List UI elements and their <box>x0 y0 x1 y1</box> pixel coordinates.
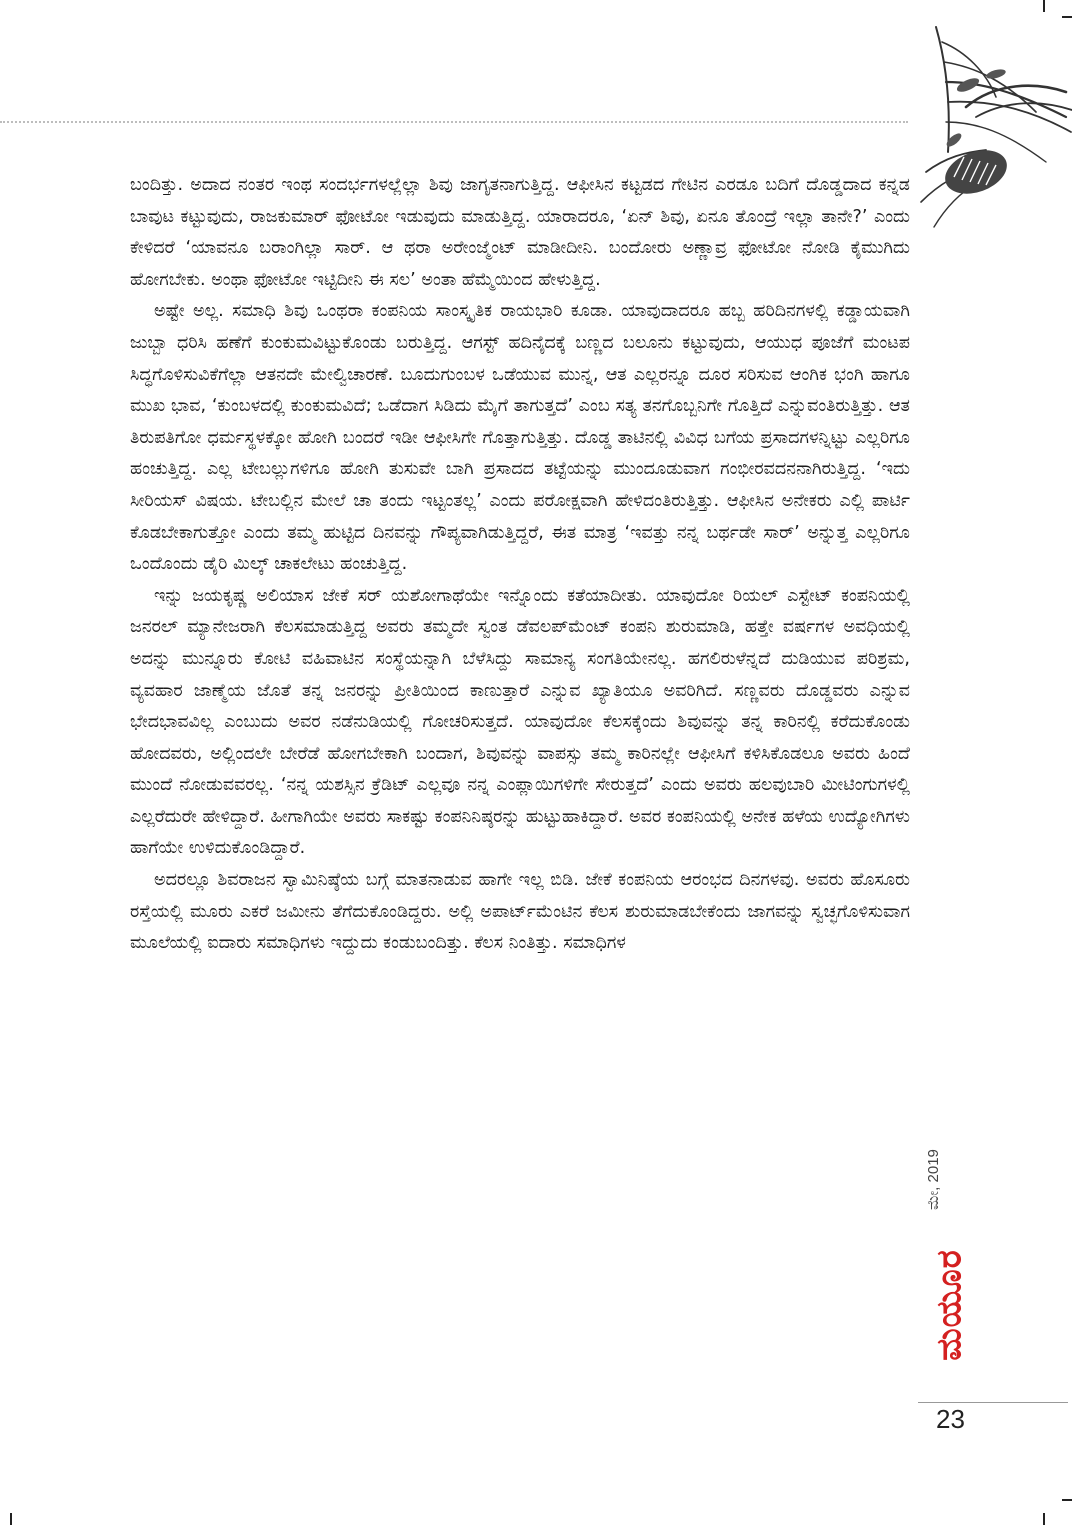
crop-mark-top-right <box>1043 0 1045 12</box>
page-number: 23 <box>936 1404 965 1434</box>
article-paragraph-4: ಅದರಲ್ಲೂ ಶಿವರಾಜನ ಸ್ವಾಮಿನಿಷ್ಠೆಯ ಬಗ್ಗೆ ಮಾತನಾಡುವ ಹಾಗೇ ಇಲ್ಲ ಬಿಡಿ. ಜೇಕೆ ಕಂಪನಿಯ ಆರಂಭದ ದಿನಗಳವು. ಅವರು ಹೊಸೂರು ರಸ್ತೆಯಲ್ಲಿ ಮೂರು ಎಕರೆ ಜಮೀನು ತೆಗೆದುಕೊಂಡಿದ್ದರು. ಅಲ್ಲಿ ಅಪಾರ್ಟ್‌ಮೆಂಟಿನ ಕೆಲಸ ಶುರುಮಾಡಬೇಕೆಂದು ಜಾಗವನ್ನು ಸ್ವಚ್ಛಗೊಳಿಸುವಾಗ ಮೂಲೆಯಲ್ಲಿ ಐದಾರು ಸಮಾಧಿಗಳು ಇದ್ದುದು ಕಂಡುಬಂದಿತ್ತು. ಕೆಲಸ ನಿಂತಿತ್ತು. ಸಮಾಧಿಗಳ <box>130 870 910 954</box>
crop-mark-bottom-right <box>1043 1513 1045 1525</box>
article-paragraph-3: ಇನ್ನು ಜಯಕೃಷ್ಣ ಅಲಿಯಾಸ ಜೇಕೆ ಸರ್ ಯಶೋಗಾಥೆಯೇ ಇನ್ನೊಂದು ಕತೆಯಾದೀತು. ಯಾವುದೋ ರಿಯಲ್ ಎಸ್ಟೇಟ್ ಕಂಪನಿಯಲ್ಲಿ ಜನರಲ್ ಮ್ಯಾನೇಜರಾಗಿ ಕೆಲಸಮಾಡುತ್ತಿದ್ದ ಅವರು ತಮ್ಮದೇ ಸ್ವಂತ ಡೆವಲಪ್‌ಮೆಂಟ್ ಕಂಪನಿ ಶುರುಮಾಡಿ, ಹತ್ತೇ ವರ್ಷಗಳ ಅವಧಿಯಲ್ಲಿ ಅದನ್ನು ಮುನ್ನೂರು ಕೋಟಿ ವಹಿವಾಟಿನ ಸಂಸ್ಥೆಯನ್ನಾಗಿ ಬೆಳೆಸಿದ್ದು ಸಾಮಾನ್ಯ ಸಂಗತಿಯೇನಲ್ಲ. ಹಗಲಿರುಳೆನ್ನದೆ ದುಡಿಯುವ ಪರಿಶ್ರಮ, ವ್ಯವಹಾರ ಜಾಣ್ಮೆಯ ಜೊತೆ ತನ್ನ ಜನರನ್ನು ಪ್ರೀತಿಯಿಂದ ಕಾಣುತ್ತಾರೆ ಎನ್ನುವ ಖ್ಯಾತಿಯೂ ಅವರಿಗಿದೆ. ಸಣ್ಣವರು ದೊಡ್ಡವರು ಎನ್ನುವ ಭೇದಭಾವವಿಲ್ಲ ಎಂಬುದು ಅವರ ನಡೆನುಡಿಯಲ್ಲಿ ಗೋಚರಿಸುತ್ತದೆ. ಯಾವುದೋ ಕೆಲಸಕ್ಕೆಂದು ಶಿವುವನ್ನು ತನ್ನ ಕಾರಿನಲ್ಲಿ ಕರೆದುಕೊಂಡು ಹೋದವರು, ಅಲ್ಲಿಂದಲೇ ಬೇರೆಡೆ ಹೋಗಬೇಕಾಗಿ ಬಂದಾಗ, ಶಿವುವನ್ನು ವಾಪಸ್ಸು ತಮ್ಮ ಕಾರಿನಲ್ಲೇ ಆಫೀಸಿಗೆ ಕಳಿಸಿಕೊಡಲೂ ಅವರು ಹಿಂದೆ ಮುಂದೆ ನೋಡುವವರಲ್ಲ. ‘ನನ್ನ ಯಶಸ್ಸಿನ ಕ್ರೆಡಿಟ್ ಎಲ್ಲವೂ ನನ್ನ ಎಂಪ್ಲಾಯಿಗಳಿಗೇ ಸೇರುತ್ತದೆ’ ಎಂದು ಅವರು ಹಲವುಬಾರಿ ಮೀಟಿಂಗುಗಳಲ್ಲಿ ಎಲ್ಲರೆದುರೇ ಹೇಳಿದ್ದಾರೆ. ಹೀಗಾಗಿಯೇ ಅವರು ಸಾಕಷ್ಟು ಕಂಪನಿನಿಷ್ಠರನ್ನು ಹುಟ್ಟುಹಾಕಿದ್ದಾರೆ. ಅವರ ಕಂಪನಿಯಲ್ಲಿ ಅನೇಕ ಹಳೆಯ ಉದ್ಯೋಗಿಗಳು ಹಾಗೆಯೇ ಉಳಿದುಕೊಂಡಿದ್ದಾರೆ. <box>130 585 910 859</box>
crop-mark-right-upper <box>1062 16 1072 18</box>
magazine-title: ಮಯೂರ <box>930 1249 970 1361</box>
crop-mark-right-lower <box>1062 1499 1072 1501</box>
article-body <box>130 170 910 960</box>
article-paragraph-2: ಅಷ್ಟೇ ಅಲ್ಲ. ಸಮಾಧಿ ಶಿವು ಒಂಥರಾ ಕಂಪನಿಯ ಸಾಂಸ್ಕೃತಿಕ ರಾಯಭಾರಿ ಕೂಡಾ. ಯಾವುದಾದರೂ ಹಬ್ಬ ಹರಿದಿನಗಳಲ್ಲಿ ಕಡ್ಡಾಯವಾಗಿ ಜುಬ್ಬಾ ಧರಿಸಿ ಹಣೆಗೆ ಕುಂಕುಮವಿಟ್ಟುಕೊಂಡು ಬರುತ್ತಿದ್ದ. ಆಗಸ್ಟ್ ಹದಿನೈದಕ್ಕೆ ಬಣ್ಣದ ಬಲೂನು ಕಟ್ಟುವುದು, ಆಯುಧ ಪೂಜೆಗೆ ಮಂಟಪ ಸಿದ್ಧಗೊಳಿಸುವಿಕೆಗೆಲ್ಲಾ ಆತನದೇ ಮೇಲ್ವಿಚಾರಣೆ. ಬೂದುಗುಂಬಳ ಒಡೆಯುವ ಮುನ್ನ, ಆತ ಎಲ್ಲರನ್ನೂ ದೂರ ಸರಿಸುವ ಆಂಗಿಕ ಭಂಗಿ ಹಾಗೂ ಮುಖ ಭಾವ, ‘ಕುಂಬಳದಲ್ಲಿ ಕುಂಕುಮವಿದೆ; ಒಡೆದಾಗ ಸಿಡಿದು ಮೈಗೆ ತಾಗುತ್ತದೆ’ ಎಂಬ ಸತ್ಯ ತನಗೊಬ್ಬನಿಗೇ ಗೊತ್ತಿದೆ ಎನ್ನುವಂತಿರುತ್ತಿತ್ತು. ಆತ ತಿರುಪತಿಗೋ ಧರ್ಮಸ್ಥಳಕ್ಕೋ ಹೋಗಿ ಬಂದರೆ ಇಡೀ ಆಫೀಸಿಗೇ ಗೊತ್ತಾಗುತ್ತಿತ್ತು. ದೊಡ್ಡ ತಾಟಿನಲ್ಲಿ ವಿವಿಧ ಬಗೆಯ ಪ್ರಸಾದಗಳನ್ನಿಟ್ಟು ಎಲ್ಲರಿಗೂ ಹಂಚುತ್ತಿದ್ದ. ಎಲ್ಲ ಟೇಬಲ್ಲುಗಳಿಗೂ ಹೋಗಿ ತುಸುವೇ ಬಾಗಿ ಪ್ರಸಾದದ ತಟ್ಟೆಯನ್ನು ಮುಂದೂಡುವಾಗ ಗಂಭೀರವದನನಾಗಿರುತ್ತಿದ್ದ. ‘ಇದು ಸೀರಿಯಸ್ ವಿಷಯ. ಟೇಬಲ್ಲಿನ ಮೇಲೆ ಚಾ ತಂದು ಇಟ್ಟಂತಲ್ಲ’ ಎಂದು ಪರೋಕ್ಷವಾಗಿ ಹೇಳಿದಂತಿರುತ್ತಿತ್ತು. ಆಫೀಸಿನ ಅನೇಕರು ಎಲ್ಲಿ ಪಾರ್ಟಿ ಕೊಡಬೇಕಾಗುತ್ತೋ ಎಂದು ತಮ್ಮ ಹುಟ್ಟಿದ ದಿನವನ್ನು ಗೌಪ್ಯವಾಗಿಡುತ್ತಿದ್ದರೆ, ಈತ ಮಾತ್ರ ‘ಇವತ್ತು ನನ್ನ ಬರ್ಥಡೇ ಸಾರ್’ ಅನ್ನುತ್ತ ಎಲ್ಲರಿಗೂ ಒಂದೊಂದು ಡೈರಿ ಮಿಲ್ಕ್ ಚಾಕಲೇಟು ಹಂಚುತ್ತಿದ್ದ. <box>130 301 910 575</box>
folio-rule <box>918 1402 1068 1403</box>
feather-sketch-icon <box>906 22 1072 252</box>
masthead <box>924 1232 976 1378</box>
top-dotted-rule <box>0 121 908 123</box>
crop-mark-bottom-left <box>10 1513 12 1525</box>
article-paragraph-1: ಬಂದಿತ್ತು. ಅದಾದ ನಂತರ ಇಂಥ ಸಂದರ್ಭಗಳಲ್ಲೆಲ್ಲಾ ಶಿವು ಜಾಗೃತನಾಗುತ್ತಿದ್ದ. ಆಫೀಸಿನ ಕಟ್ಟಡದ ಗೇಟಿನ ಎರಡೂ ಬದಿಗೆ ದೊಡ್ಡದಾದ ಕನ್ನಡ ಬಾವುಟ ಕಟ್ಟುವುದು, ರಾಜಕುಮಾರ್ ಫೋಟೋ ಇಡುವುದು ಮಾಡುತ್ತಿದ್ದ. ಯಾರಾದರೂ, ‘ಏನ್ ಶಿವು, ಏನೂ ತೊಂದ್ರೆ ಇಲ್ಲಾ ತಾನೇ?’ ಎಂದು ಕೇಳಿದರೆ ‘ಯಾವನೂ ಬರಾಂಗಿಲ್ಲಾ ಸಾರ್. ಆ ಥರಾ ಅರೇಂಜ್ಮೆಂಟ್ ಮಾಡೀದೀನಿ. ಬಂದೋರು ಅಣ್ಣಾವ್ರ ಫೋಟೋ ನೋಡಿ ಕೈಮುಗಿದು ಹೋಗಬೇಕು. ಅಂಥಾ ಫೋಟೋ ಇಟ್ಟಿದೀನಿ ಈ ಸಲ’ ಅಂತಾ ಹೆಮ್ಮೆಯಿಂದ ಹೇಳುತ್ತಿದ್ದ. <box>130 175 910 290</box>
issue-date: ಮೇ, 2019 <box>925 1149 942 1210</box>
